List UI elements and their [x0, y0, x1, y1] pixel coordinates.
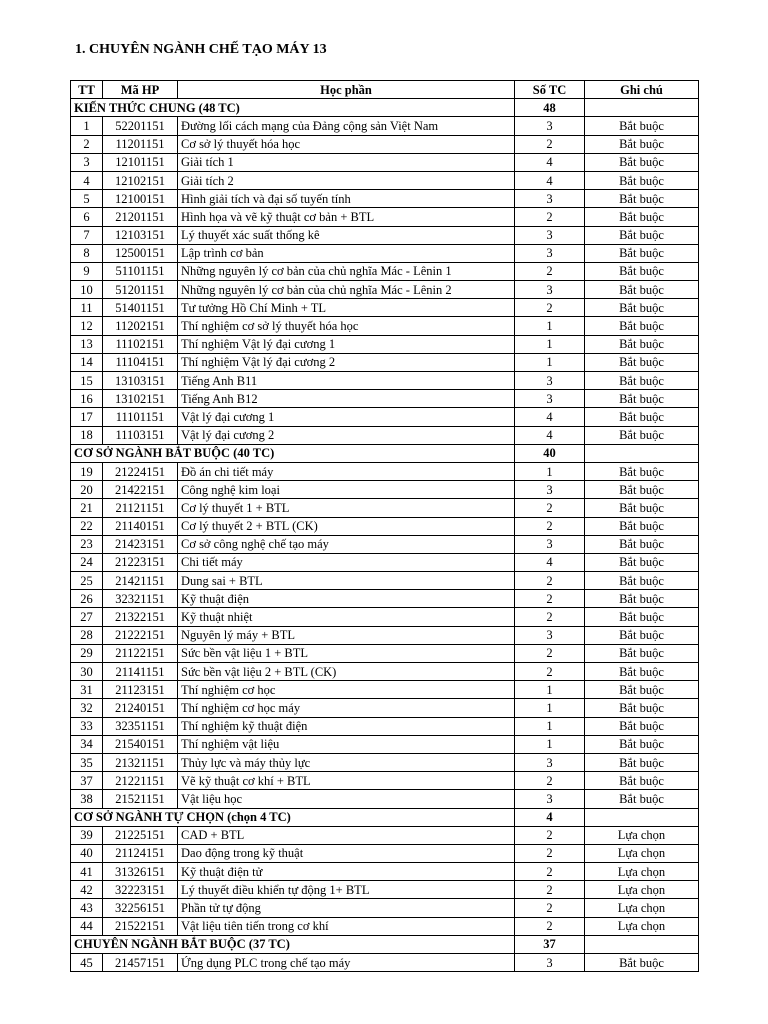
- cell-ma-hp: 51401151: [103, 299, 178, 317]
- cell-so-tc: 3: [515, 281, 585, 299]
- table-row: [71, 753, 699, 771]
- cell-ghi-chu: Bắt buộc: [585, 590, 699, 608]
- table-row: [71, 171, 699, 189]
- cell-ghi-chu: Lựa chọn: [585, 899, 699, 917]
- cell-hoc-phan: Vật liệu tiên tiến trong cơ khí: [178, 917, 515, 935]
- cell-hoc-phan: Thí nghiệm vật liệu: [178, 735, 515, 753]
- cell-ghi-chu: Bắt buộc: [585, 499, 699, 517]
- cell-ma-hp: 21124151: [103, 844, 178, 862]
- table-row: [71, 262, 699, 280]
- cell-ghi-chu: Bắt buộc: [585, 244, 699, 262]
- cell-tt: 40: [71, 844, 103, 862]
- cell-ghi-chu: Bắt buộc: [585, 190, 699, 208]
- cell-ma-hp: 21321151: [103, 753, 178, 771]
- cell-so-tc: 1: [515, 717, 585, 735]
- cell-tt: 42: [71, 881, 103, 899]
- cell-ghi-chu: Bắt buộc: [585, 553, 699, 571]
- cell-ma-hp: 11201151: [103, 135, 178, 153]
- table-row: [71, 826, 699, 844]
- cell-ma-hp: 21240151: [103, 699, 178, 717]
- cell-tt: 3: [71, 153, 103, 171]
- cell-hoc-phan: Cơ lý thuyết 1 + BTL: [178, 499, 515, 517]
- cell-ma-hp: 51101151: [103, 262, 178, 280]
- table-row: [71, 644, 699, 662]
- cell-ma-hp: 11102151: [103, 335, 178, 353]
- cell-ma-hp: 52201151: [103, 117, 178, 135]
- cell-so-tc: 1: [515, 681, 585, 699]
- cell-so-tc: 2: [515, 826, 585, 844]
- cell-ghi-chu: Bắt buộc: [585, 717, 699, 735]
- cell-hoc-phan: Tư tưởng Hồ Chí Minh + TL: [178, 299, 515, 317]
- cell-tt: 10: [71, 281, 103, 299]
- table-row: [71, 226, 699, 244]
- cell-tt: 23: [71, 535, 103, 553]
- cell-ma-hp: 32351151: [103, 717, 178, 735]
- header-ghi-chu: Ghi chú: [585, 81, 699, 99]
- cell-ma-hp: 21540151: [103, 735, 178, 753]
- cell-ma-hp: 21122151: [103, 644, 178, 662]
- cell-so-tc: 3: [515, 190, 585, 208]
- cell-so-tc: 3: [515, 790, 585, 808]
- table-row: [71, 117, 699, 135]
- cell-so-tc: 3: [515, 954, 585, 972]
- cell-ma-hp: 21457151: [103, 954, 178, 972]
- cell-hoc-phan: Kỹ thuật điện tử: [178, 863, 515, 881]
- cell-ma-hp: 21121151: [103, 499, 178, 517]
- cell-tt: 35: [71, 753, 103, 771]
- cell-hoc-phan: Cơ lý thuyết 2 + BTL (CK): [178, 517, 515, 535]
- cell-hoc-phan: Phần tử tự động: [178, 899, 515, 917]
- cell-ma-hp: 21223151: [103, 553, 178, 571]
- cell-hoc-phan: Dao động trong kỹ thuật: [178, 844, 515, 862]
- cell-ghi-chu: Bắt buộc: [585, 517, 699, 535]
- cell-hoc-phan: Cơ sở công nghệ chế tạo máy: [178, 535, 515, 553]
- cell-ghi-chu: Bắt buộc: [585, 772, 699, 790]
- cell-so-tc: 4: [515, 408, 585, 426]
- table-header-row: [71, 81, 699, 99]
- cell-hoc-phan: Lập trình cơ bản: [178, 244, 515, 262]
- cell-ghi-chu: Lựa chọn: [585, 881, 699, 899]
- table-row: [71, 735, 699, 753]
- cell-hoc-phan: Lý thuyết xác suất thống kê: [178, 226, 515, 244]
- cell-so-tc: 2: [515, 135, 585, 153]
- cell-so-tc: 1: [515, 335, 585, 353]
- cell-tt: 9: [71, 262, 103, 280]
- cell-tt: 43: [71, 899, 103, 917]
- cell-tt: 16: [71, 390, 103, 408]
- cell-so-tc: 4: [515, 553, 585, 571]
- table-row: [71, 717, 699, 735]
- cell-hoc-phan: Chi tiết máy: [178, 553, 515, 571]
- cell-ghi-chu: Bắt buộc: [585, 681, 699, 699]
- cell-ghi-chu: Bắt buộc: [585, 753, 699, 771]
- cell-tt: 28: [71, 626, 103, 644]
- cell-so-tc: 3: [515, 244, 585, 262]
- cell-tt: 14: [71, 353, 103, 371]
- table-row: [71, 462, 699, 480]
- cell-tt: 20: [71, 481, 103, 499]
- cell-so-tc: 2: [515, 844, 585, 862]
- cell-ma-hp: 12500151: [103, 244, 178, 262]
- table-row: [71, 481, 699, 499]
- table-row: [71, 390, 699, 408]
- table-row: [71, 135, 699, 153]
- cell-ma-hp: 32223151: [103, 881, 178, 899]
- cell-tt: 6: [71, 208, 103, 226]
- cell-tt: 37: [71, 772, 103, 790]
- cell-tt: 41: [71, 863, 103, 881]
- section-title: CHUYÊN NGÀNH BẮT BUỘC (37 TC): [71, 935, 515, 953]
- header-so-tc: Số TC: [515, 81, 585, 99]
- cell-tt: 1: [71, 117, 103, 135]
- cell-tt: 12: [71, 317, 103, 335]
- cell-ma-hp: 21140151: [103, 517, 178, 535]
- cell-so-tc: 2: [515, 917, 585, 935]
- section-note: [585, 808, 699, 826]
- cell-ghi-chu: Bắt buộc: [585, 117, 699, 135]
- cell-hoc-phan: Vật lý đại cương 1: [178, 408, 515, 426]
- cell-tt: 30: [71, 663, 103, 681]
- cell-ma-hp: 21221151: [103, 772, 178, 790]
- cell-hoc-phan: Ứng dụng PLC trong chế tạo máy: [178, 954, 515, 972]
- cell-ma-hp: 21225151: [103, 826, 178, 844]
- section-row: [71, 935, 699, 953]
- cell-hoc-phan: Những nguyên lý cơ bản của chủ nghĩa Mác - Lênin 1: [178, 262, 515, 280]
- cell-tt: 27: [71, 608, 103, 626]
- cell-ma-hp: 12103151: [103, 226, 178, 244]
- cell-tt: 11: [71, 299, 103, 317]
- section-credits: 37: [515, 935, 585, 953]
- cell-hoc-phan: Vẽ kỹ thuật cơ khí + BTL: [178, 772, 515, 790]
- section-title: CƠ SỞ NGÀNH BẮT BUỘC (40 TC): [71, 444, 515, 462]
- table-row: [71, 553, 699, 571]
- cell-so-tc: 2: [515, 590, 585, 608]
- table-row: [71, 408, 699, 426]
- table-row: [71, 954, 699, 972]
- cell-ghi-chu: Bắt buộc: [585, 153, 699, 171]
- cell-so-tc: 3: [515, 535, 585, 553]
- cell-ghi-chu: Bắt buộc: [585, 353, 699, 371]
- cell-so-tc: 2: [515, 772, 585, 790]
- cell-ghi-chu: Bắt buộc: [585, 608, 699, 626]
- header-ma-hp: Mã HP: [103, 81, 178, 99]
- cell-so-tc: 3: [515, 372, 585, 390]
- cell-hoc-phan: CAD + BTL: [178, 826, 515, 844]
- header-hoc-phan: Học phần: [178, 81, 515, 99]
- table-row: [71, 917, 699, 935]
- table-body: [71, 99, 699, 972]
- cell-so-tc: 4: [515, 426, 585, 444]
- section-note: [585, 444, 699, 462]
- cell-ghi-chu: Lựa chọn: [585, 917, 699, 935]
- cell-ghi-chu: Bắt buộc: [585, 535, 699, 553]
- cell-hoc-phan: Đồ án chi tiết máy: [178, 462, 515, 480]
- cell-so-tc: 1: [515, 699, 585, 717]
- table-row: [71, 208, 699, 226]
- cell-hoc-phan: Thí nghiệm Vật lý đại cương 1: [178, 335, 515, 353]
- cell-ghi-chu: Lựa chọn: [585, 844, 699, 862]
- cell-so-tc: 2: [515, 517, 585, 535]
- cell-so-tc: 2: [515, 262, 585, 280]
- table-row: [71, 426, 699, 444]
- course-table: [70, 80, 699, 972]
- cell-hoc-phan: Giải tích 2: [178, 171, 515, 189]
- cell-ma-hp: 31326151: [103, 863, 178, 881]
- cell-hoc-phan: Thí nghiệm kỹ thuật điện: [178, 717, 515, 735]
- cell-hoc-phan: Đường lối cách mạng của Đảng cộng sản Việt Nam: [178, 117, 515, 135]
- table-row: [71, 335, 699, 353]
- cell-tt: 22: [71, 517, 103, 535]
- cell-so-tc: 1: [515, 735, 585, 753]
- cell-so-tc: 3: [515, 226, 585, 244]
- table-row: [71, 699, 699, 717]
- cell-ma-hp: 12102151: [103, 171, 178, 189]
- cell-ghi-chu: Bắt buộc: [585, 335, 699, 353]
- cell-hoc-phan: Hình họa và vẽ kỹ thuật cơ bản + BTL: [178, 208, 515, 226]
- header-tt: TT: [71, 81, 103, 99]
- cell-so-tc: 3: [515, 626, 585, 644]
- table-row: [71, 299, 699, 317]
- cell-ma-hp: 21522151: [103, 917, 178, 935]
- cell-ghi-chu: Bắt buộc: [585, 426, 699, 444]
- cell-ghi-chu: Bắt buộc: [585, 699, 699, 717]
- cell-so-tc: 3: [515, 753, 585, 771]
- cell-ghi-chu: Bắt buộc: [585, 462, 699, 480]
- cell-ghi-chu: Bắt buộc: [585, 626, 699, 644]
- cell-tt: 29: [71, 644, 103, 662]
- cell-so-tc: 1: [515, 317, 585, 335]
- cell-hoc-phan: Công nghệ kim loại: [178, 481, 515, 499]
- cell-hoc-phan: Tiếng Anh B11: [178, 372, 515, 390]
- cell-tt: 18: [71, 426, 103, 444]
- cell-hoc-phan: Sức bền vật liệu 1 + BTL: [178, 644, 515, 662]
- table-row: [71, 153, 699, 171]
- section-credits: 40: [515, 444, 585, 462]
- cell-ghi-chu: Bắt buộc: [585, 372, 699, 390]
- cell-so-tc: 1: [515, 462, 585, 480]
- cell-tt: 24: [71, 553, 103, 571]
- table-row: [71, 517, 699, 535]
- table-row: [71, 790, 699, 808]
- cell-tt: 17: [71, 408, 103, 426]
- cell-hoc-phan: Hình giải tích và đại số tuyến tính: [178, 190, 515, 208]
- cell-tt: 8: [71, 244, 103, 262]
- cell-so-tc: 2: [515, 899, 585, 917]
- cell-hoc-phan: Thí nghiệm cơ học máy: [178, 699, 515, 717]
- cell-tt: 32: [71, 699, 103, 717]
- cell-ma-hp: 11202151: [103, 317, 178, 335]
- cell-ma-hp: 11101151: [103, 408, 178, 426]
- cell-hoc-phan: Những nguyên lý cơ bản của chủ nghĩa Mác - Lênin 2: [178, 281, 515, 299]
- table-row: [71, 590, 699, 608]
- cell-ghi-chu: Bắt buộc: [585, 390, 699, 408]
- cell-ma-hp: 13102151: [103, 390, 178, 408]
- cell-ghi-chu: Bắt buộc: [585, 735, 699, 753]
- cell-ma-hp: 13103151: [103, 372, 178, 390]
- table-row: [71, 244, 699, 262]
- cell-tt: 45: [71, 954, 103, 972]
- cell-ma-hp: 21521151: [103, 790, 178, 808]
- section-row: [71, 808, 699, 826]
- section-row: [71, 99, 699, 117]
- cell-ghi-chu: Bắt buộc: [585, 171, 699, 189]
- cell-hoc-phan: Kỹ thuật điện: [178, 590, 515, 608]
- cell-ghi-chu: Bắt buộc: [585, 226, 699, 244]
- cell-tt: 19: [71, 462, 103, 480]
- cell-ma-hp: 21224151: [103, 462, 178, 480]
- cell-so-tc: 3: [515, 390, 585, 408]
- cell-ma-hp: 12101151: [103, 153, 178, 171]
- cell-hoc-phan: Lý thuyết điều khiển tự động 1+ BTL: [178, 881, 515, 899]
- table-row: [71, 863, 699, 881]
- cell-ghi-chu: Lựa chọn: [585, 826, 699, 844]
- cell-ma-hp: 21201151: [103, 208, 178, 226]
- cell-so-tc: 2: [515, 572, 585, 590]
- cell-ma-hp: 21141151: [103, 663, 178, 681]
- cell-hoc-phan: Tiếng Anh B12: [178, 390, 515, 408]
- cell-so-tc: 2: [515, 499, 585, 517]
- cell-ma-hp: 21421151: [103, 572, 178, 590]
- cell-tt: 4: [71, 171, 103, 189]
- section-note: [585, 935, 699, 953]
- cell-tt: 21: [71, 499, 103, 517]
- cell-hoc-phan: Vật liệu học: [178, 790, 515, 808]
- cell-ghi-chu: Bắt buộc: [585, 281, 699, 299]
- cell-ghi-chu: Bắt buộc: [585, 481, 699, 499]
- cell-hoc-phan: Cơ sở lý thuyết hóa học: [178, 135, 515, 153]
- cell-tt: 13: [71, 335, 103, 353]
- cell-ghi-chu: Bắt buộc: [585, 790, 699, 808]
- cell-ghi-chu: Lựa chọn: [585, 863, 699, 881]
- cell-so-tc: 2: [515, 608, 585, 626]
- section-title: CƠ SỞ NGÀNH TỰ CHỌN (chọn 4 TC): [71, 808, 515, 826]
- cell-ghi-chu: Bắt buộc: [585, 262, 699, 280]
- table-row: [71, 681, 699, 699]
- cell-so-tc: 4: [515, 153, 585, 171]
- cell-ghi-chu: Bắt buộc: [585, 299, 699, 317]
- cell-ma-hp: 32256151: [103, 899, 178, 917]
- cell-hoc-phan: Thủy lực và máy thủy lực: [178, 753, 515, 771]
- cell-ghi-chu: Bắt buộc: [585, 208, 699, 226]
- table-row: [71, 881, 699, 899]
- cell-so-tc: 2: [515, 644, 585, 662]
- cell-ma-hp: 21123151: [103, 681, 178, 699]
- section-credits: 4: [515, 808, 585, 826]
- cell-tt: 38: [71, 790, 103, 808]
- table-row: [71, 499, 699, 517]
- table-row: [71, 663, 699, 681]
- cell-so-tc: 3: [515, 117, 585, 135]
- cell-tt: 34: [71, 735, 103, 753]
- cell-ghi-chu: Bắt buộc: [585, 572, 699, 590]
- cell-tt: 5: [71, 190, 103, 208]
- document-title: 1. CHUYÊN NGÀNH CHẾ TẠO MÁY 13: [75, 42, 327, 57]
- table-row: [71, 353, 699, 371]
- cell-ma-hp: 21322151: [103, 608, 178, 626]
- cell-hoc-phan: Thí nghiệm cơ học: [178, 681, 515, 699]
- cell-ma-hp: 21422151: [103, 481, 178, 499]
- cell-so-tc: 3: [515, 481, 585, 499]
- cell-tt: 15: [71, 372, 103, 390]
- cell-so-tc: 1: [515, 353, 585, 371]
- cell-ma-hp: 12100151: [103, 190, 178, 208]
- section-title: KIẾN THỨC CHUNG (48 TC): [71, 99, 515, 117]
- table-row: [71, 844, 699, 862]
- cell-hoc-phan: Sức bền vật liệu 2 + BTL (CK): [178, 663, 515, 681]
- cell-ghi-chu: Bắt buộc: [585, 135, 699, 153]
- cell-so-tc: 2: [515, 881, 585, 899]
- cell-so-tc: 2: [515, 663, 585, 681]
- cell-ghi-chu: Bắt buộc: [585, 663, 699, 681]
- cell-ghi-chu: Bắt buộc: [585, 408, 699, 426]
- cell-ma-hp: 32321151: [103, 590, 178, 608]
- table-row: [71, 608, 699, 626]
- cell-tt: 44: [71, 917, 103, 935]
- cell-hoc-phan: Thí nghiệm cơ sở lý thuyết hóa học: [178, 317, 515, 335]
- cell-ghi-chu: Bắt buộc: [585, 644, 699, 662]
- cell-ma-hp: 11103151: [103, 426, 178, 444]
- cell-ma-hp: 21222151: [103, 626, 178, 644]
- cell-tt: 7: [71, 226, 103, 244]
- cell-tt: 2: [71, 135, 103, 153]
- section-credits: 48: [515, 99, 585, 117]
- cell-hoc-phan: Dung sai + BTL: [178, 572, 515, 590]
- cell-ghi-chu: Bắt buộc: [585, 954, 699, 972]
- cell-ma-hp: 51201151: [103, 281, 178, 299]
- table-row: [71, 626, 699, 644]
- cell-so-tc: 2: [515, 208, 585, 226]
- table-row: [71, 317, 699, 335]
- cell-ma-hp: 11104151: [103, 353, 178, 371]
- cell-tt: 33: [71, 717, 103, 735]
- cell-hoc-phan: Nguyên lý máy + BTL: [178, 626, 515, 644]
- table-row: [71, 899, 699, 917]
- table-row: [71, 572, 699, 590]
- cell-hoc-phan: Giải tích 1: [178, 153, 515, 171]
- cell-so-tc: 2: [515, 863, 585, 881]
- cell-hoc-phan: Vật lý đại cương 2: [178, 426, 515, 444]
- section-note: [585, 99, 699, 117]
- table-row: [71, 281, 699, 299]
- cell-ma-hp: 21423151: [103, 535, 178, 553]
- cell-tt: 39: [71, 826, 103, 844]
- table-row: [71, 372, 699, 390]
- cell-tt: 25: [71, 572, 103, 590]
- table-row: [71, 190, 699, 208]
- cell-hoc-phan: Thí nghiệm Vật lý đại cương 2: [178, 353, 515, 371]
- table-row: [71, 535, 699, 553]
- section-row: [71, 444, 699, 462]
- cell-ghi-chu: Bắt buộc: [585, 317, 699, 335]
- cell-tt: 26: [71, 590, 103, 608]
- cell-hoc-phan: Kỹ thuật nhiệt: [178, 608, 515, 626]
- cell-tt: 31: [71, 681, 103, 699]
- table-row: [71, 772, 699, 790]
- cell-so-tc: 4: [515, 171, 585, 189]
- cell-so-tc: 2: [515, 299, 585, 317]
